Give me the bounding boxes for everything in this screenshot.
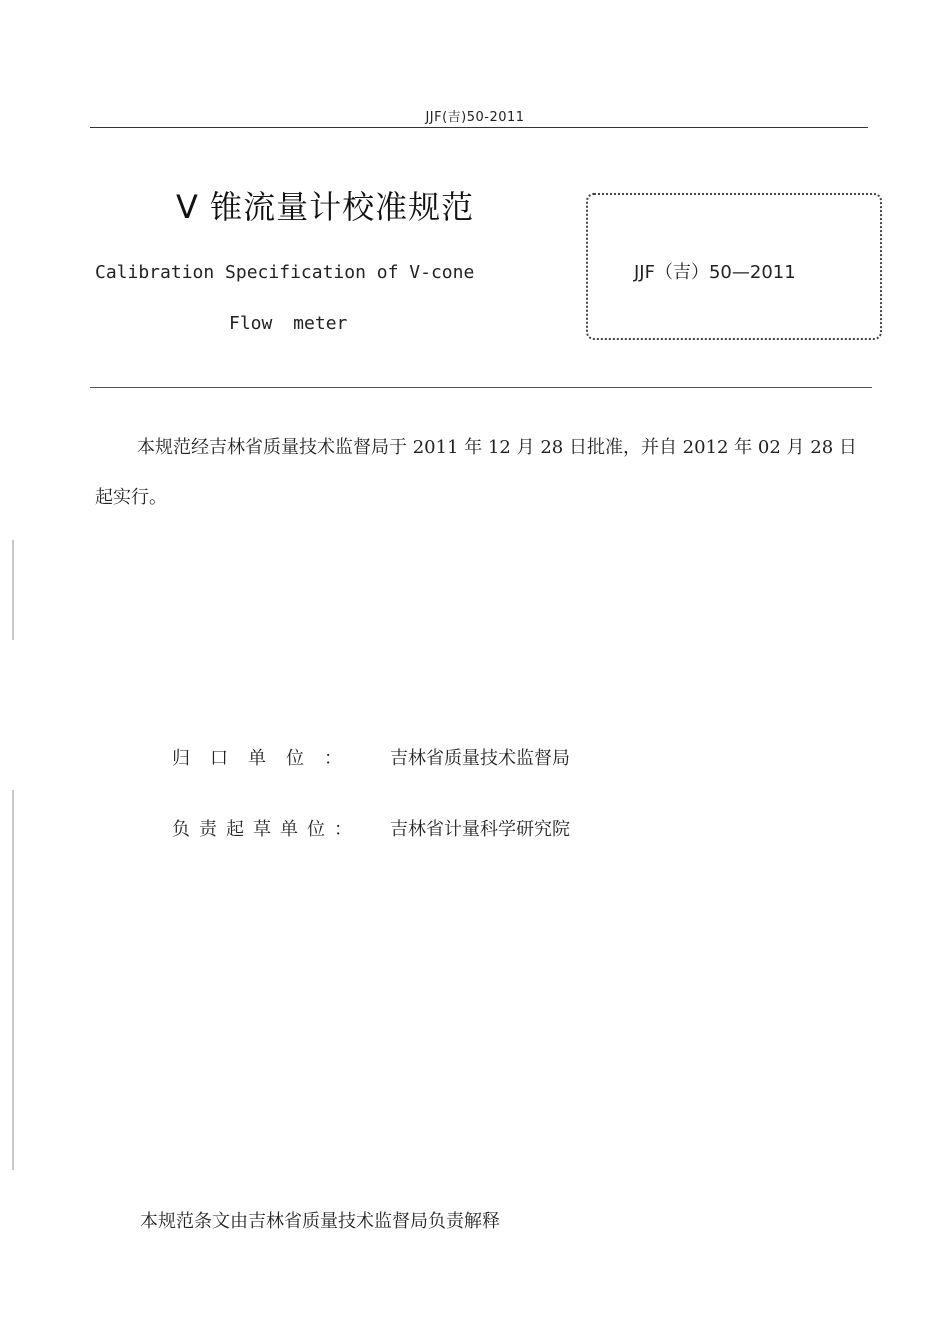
standard-code-box-text: JJF（吉）50—2011 — [634, 262, 796, 283]
org-value: 吉林省计量科学研究院 — [390, 819, 570, 840]
header-standard-code: JJF(吉)50-2011 — [425, 110, 525, 125]
header-rule — [90, 127, 868, 128]
approval-statement: 本规范经吉林省质量技术监督局于 2011 年 12 月 28 日批准，并自 2012 年 02 月 28 日起实行。 — [95, 437, 857, 508]
section-divider — [90, 387, 872, 388]
scan-edge-mark — [12, 790, 14, 1170]
org-label: 归口单位： — [172, 748, 362, 769]
document-title-english-line2: Flow meter — [229, 313, 348, 334]
org-value: 吉林省质量技术监督局 — [390, 748, 570, 769]
document-title-english-line1: Calibration Specification of V-cone — [95, 262, 475, 283]
interpretation-note: 本规范条文由吉林省质量技术监督局负责解释 — [140, 1211, 500, 1232]
document-title-chinese: V 锥流量计校准规范 — [176, 188, 475, 226]
scan-edge-mark — [12, 540, 14, 640]
org-row-drafting-unit — [172, 815, 570, 841]
org-row-responsible-unit — [172, 744, 570, 770]
org-label: 负责起草单位： — [172, 819, 361, 840]
